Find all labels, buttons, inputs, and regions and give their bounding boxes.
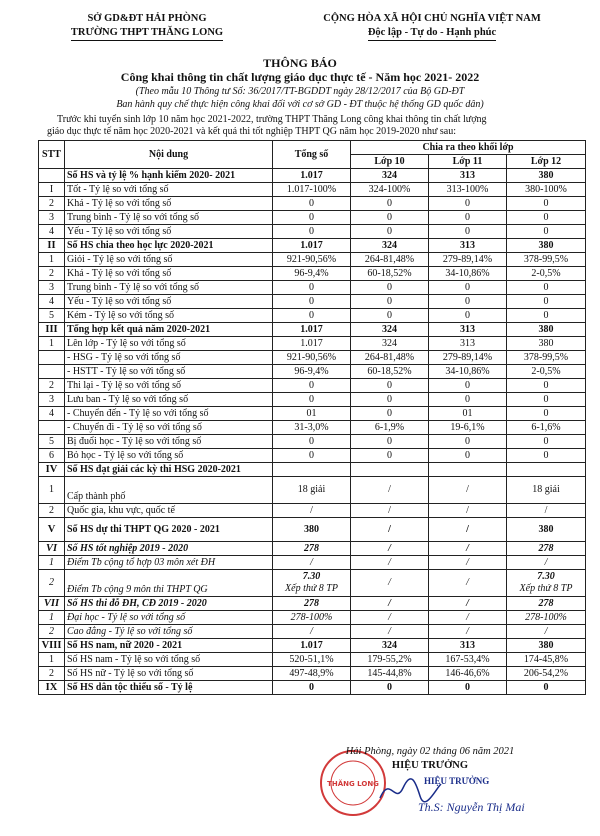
signature-title: HIỆU TRƯỞNG (391, 760, 469, 771)
country-name: CỘNG HÒA XÃ HỘI CHỦ NGHĨA VIỆT NAM (323, 13, 541, 24)
row-content: Kém - Tỷ lệ so với tổng số (65, 309, 273, 323)
row-stt: V (39, 518, 65, 542)
table-row (39, 267, 586, 281)
row-grade-10: / (351, 625, 429, 639)
row-grade-10: 324-100% (351, 183, 429, 197)
row-total: 96-9,4% (273, 365, 351, 379)
row-total: 1.017 (273, 639, 351, 653)
row-grade-11: 0 (429, 197, 507, 211)
row-content: Số HS dân tộc thiểu số - Tỷ lệ (65, 681, 273, 695)
row-stt: 3 (39, 281, 65, 295)
table-row (39, 253, 586, 267)
legal-note-1: (Theo mẫu 10 Thông tư Số: 36/2017/TT-BGDDT ngày 28/12/2017 của Bộ GD-ĐT (135, 86, 465, 97)
header-group: Chia ra theo khối lớp (351, 141, 586, 155)
row-grade-12: 0 (507, 295, 586, 309)
row-total: 520-51,1% (273, 653, 351, 667)
header-grade-10: Lớp 10 (351, 155, 429, 169)
row-grade-11: / (429, 518, 507, 542)
svg-text:THĂNG LONG: THĂNG LONG (327, 780, 379, 788)
row-content: Lên lớp - Tỷ lệ so với tổng số (65, 337, 273, 351)
row-total: / (273, 504, 351, 518)
table-row (39, 211, 586, 225)
row-content: Điểm Tb cộng tổ hợp 03 môn xét ĐH (65, 556, 273, 570)
row-total: 0 (273, 393, 351, 407)
row-content: Bị đuổi học - Tỷ lệ so với tổng số (65, 435, 273, 449)
row-total: 497-48,9% (273, 667, 351, 681)
row-grade-11: 0 (429, 393, 507, 407)
row-grade-12: 380 (507, 323, 586, 337)
header-content: Nội dung (65, 141, 273, 169)
header-stt: STT (39, 141, 65, 169)
row-content: Thi lại - Tỷ lệ so với tổng số (65, 379, 273, 393)
row-stt: III (39, 323, 65, 337)
row-grade-12: 380-100% (507, 183, 586, 197)
row-content: Yếu - Tỷ lệ so với tổng số (65, 225, 273, 239)
row-grade-10: 324 (351, 337, 429, 351)
row-total: 278 (273, 597, 351, 611)
row-stt: 1 (39, 477, 65, 504)
row-grade-10: 0 (351, 309, 429, 323)
row-grade-11: 0 (429, 211, 507, 225)
row-total (273, 463, 351, 477)
row-grade-12: / (507, 625, 586, 639)
table-row (39, 518, 586, 542)
row-stt (39, 169, 65, 183)
row-stt: 5 (39, 309, 65, 323)
row-grade-10: 0 (351, 435, 429, 449)
table-row (39, 365, 586, 379)
row-grade-12: 0 (507, 393, 586, 407)
row-grade-12: 18 giải (507, 477, 586, 504)
row-grade-11: / (429, 611, 507, 625)
row-total: 0 (273, 197, 351, 211)
row-content: Số HS nam - Tỷ lệ so với tổng số (65, 653, 273, 667)
row-stt: 1 (39, 611, 65, 625)
row-content: Số HS chia theo học lực 2020-2021 (65, 239, 273, 253)
row-grade-12: 174-45,8% (507, 653, 586, 667)
row-stt (39, 351, 65, 365)
row-grade-11: / (429, 556, 507, 570)
row-grade-10: 60-18,52% (351, 365, 429, 379)
table-row (39, 239, 586, 253)
table-row (39, 435, 586, 449)
row-total: 278 (273, 542, 351, 556)
row-grade-10: 0 (351, 681, 429, 695)
row-grade-12: / (507, 504, 586, 518)
row-grade-11: 0 (429, 309, 507, 323)
table-row (39, 295, 586, 309)
row-grade-10: 0 (351, 407, 429, 421)
row-grade-10: / (351, 556, 429, 570)
row-grade-11: 0 (429, 435, 507, 449)
row-grade-10: 0 (351, 379, 429, 393)
row-stt: 2 (39, 197, 65, 211)
row-content: Số HS dự thi THPT QG 2020 - 2021 (65, 518, 273, 542)
row-grade-11: / (429, 625, 507, 639)
row-stt: VII (39, 597, 65, 611)
row-grade-12: 380 (507, 639, 586, 653)
row-content: Số HS tốt nghiệp 2019 - 2020 (65, 542, 273, 556)
row-grade-11: 0 (429, 295, 507, 309)
table-row (39, 225, 586, 239)
row-grade-11: / (429, 597, 507, 611)
row-grade-11: 146-46,6% (429, 667, 507, 681)
row-grade-12: 0 (507, 379, 586, 393)
table-row (39, 183, 586, 197)
row-grade-10: 0 (351, 281, 429, 295)
row-grade-10: / (351, 597, 429, 611)
table-row (39, 393, 586, 407)
row-grade-11: 279-89,14% (429, 351, 507, 365)
table-row (39, 407, 586, 421)
row-grade-11: 19-6,1% (429, 421, 507, 435)
table-row (39, 681, 586, 695)
row-content: Khá - Tỷ lệ so với tổng số (65, 267, 273, 281)
table-row (39, 570, 586, 597)
row-total: 0 (273, 449, 351, 463)
table-row (39, 197, 586, 211)
national-motto-block (282, 12, 582, 41)
row-total: 921-90,56% (273, 351, 351, 365)
row-grade-12: / (507, 556, 586, 570)
row-grade-10: / (351, 518, 429, 542)
header-total: Tổng số (273, 141, 351, 169)
row-total: 0 (273, 281, 351, 295)
row-grade-10: 324 (351, 323, 429, 337)
row-content: Số HS nam, nữ 2020 - 2021 (65, 639, 273, 653)
row-stt: 3 (39, 393, 65, 407)
row-stt: 1 (39, 556, 65, 570)
row-stt: 2 (39, 625, 65, 639)
row-total: 0 (273, 211, 351, 225)
row-grade-10: 6-1,9% (351, 421, 429, 435)
row-total: 7.30 Xếp thứ 8 TP (273, 570, 351, 597)
row-stt: VI (39, 542, 65, 556)
row-total: 0 (273, 681, 351, 695)
row-content: - Chuyển đến - Tỷ lệ so với tổng số (65, 407, 273, 421)
row-grade-11: 167-53,4% (429, 653, 507, 667)
row-stt: 1 (39, 337, 65, 351)
document-title: THÔNG BÁO (263, 56, 337, 70)
row-grade-12: 0 (507, 407, 586, 421)
table-row (39, 351, 586, 365)
row-total: 1.017 (273, 323, 351, 337)
row-grade-10: 0 (351, 225, 429, 239)
row-total: / (273, 556, 351, 570)
row-grade-12: 378-99,5% (507, 253, 586, 267)
row-grade-11: 34-10,86% (429, 365, 507, 379)
motto: Độc lập - Tự do - Hạnh phúc (282, 26, 582, 41)
row-stt: 2 (39, 504, 65, 518)
table-row (39, 556, 586, 570)
header-grade-12: Lớp 12 (507, 155, 586, 169)
row-content: Lưu ban - Tỷ lệ so với tổng số (65, 393, 273, 407)
row-grade-12: 0 (507, 225, 586, 239)
legal-note-2: Ban hành quy chế thực hiện công khai đối với cơ sở GD - ĐT thuộc hệ thống GD quốc dân) (116, 99, 484, 110)
row-content: - HSG - Tỷ lệ so với tổng số (65, 351, 273, 365)
row-stt: 4 (39, 407, 65, 421)
row-grade-10: 324 (351, 169, 429, 183)
row-content: Tổng hợp kết quả năm 2020-2021 (65, 323, 273, 337)
table-row (39, 379, 586, 393)
row-grade-12: 0 (507, 681, 586, 695)
row-total: 380 (273, 518, 351, 542)
row-content: Số HS thi đỗ ĐH, CĐ 2019 - 2020 (65, 597, 273, 611)
row-stt: II (39, 239, 65, 253)
row-total: 01 (273, 407, 351, 421)
row-grade-11: / (429, 570, 507, 597)
row-grade-12: 206-54,2% (507, 667, 586, 681)
row-stt: 1 (39, 253, 65, 267)
row-grade-12: 0 (507, 309, 586, 323)
row-grade-10: / (351, 504, 429, 518)
row-grade-12: 2-0,5% (507, 365, 586, 379)
row-grade-12: 0 (507, 435, 586, 449)
signer-name: Th.S: Nguyễn Thị Mai (418, 800, 525, 814)
row-total: 278-100% (273, 611, 351, 625)
row-content: Số HS đạt giải các kỳ thi HSG 2020-2021 (65, 463, 273, 477)
row-stt: 2 (39, 379, 65, 393)
row-grade-12: 0 (507, 281, 586, 295)
issuer-block (52, 12, 242, 41)
department-name: SỞ GD&ĐT HẢI PHÒNG (87, 13, 207, 24)
row-content: - HSTT - Tỷ lệ so với tổng số (65, 365, 273, 379)
row-stt (39, 421, 65, 435)
row-stt: IX (39, 681, 65, 695)
row-content: Điểm Tb cộng 9 môn thi THPT QG (65, 570, 273, 597)
school-name: TRƯỜNG THPT THĂNG LONG (52, 26, 242, 41)
row-grade-12: 0 (507, 449, 586, 463)
row-stt: 1 (39, 653, 65, 667)
row-grade-11: / (429, 477, 507, 504)
row-total: 0 (273, 435, 351, 449)
row-grade-12: 7.30 Xếp thứ 8 TP (507, 570, 586, 597)
row-grade-11: 0 (429, 681, 507, 695)
row-grade-10: 324 (351, 639, 429, 653)
row-content: Tốt - Tỷ lệ so với tổng số (65, 183, 273, 197)
row-grade-11: 313-100% (429, 183, 507, 197)
table-row (39, 667, 586, 681)
row-content: Cấp thành phố (65, 477, 273, 504)
row-grade-12: 380 (507, 169, 586, 183)
row-content: Yếu - Tỷ lệ so với tổng số (65, 295, 273, 309)
header-grade-11: Lớp 11 (429, 155, 507, 169)
row-content: Trung bình - Tỷ lệ so với tổng số (65, 281, 273, 295)
row-total: 1.017 (273, 337, 351, 351)
row-grade-11: 313 (429, 323, 507, 337)
row-grade-10: 264-81,48% (351, 351, 429, 365)
table-row (39, 449, 586, 463)
row-grade-10: / (351, 477, 429, 504)
row-content: Cao đẳng - Tỷ lệ so với tổng số (65, 625, 273, 639)
row-stt: 2 (39, 267, 65, 281)
row-total: 0 (273, 295, 351, 309)
row-grade-10: 0 (351, 295, 429, 309)
row-stt: 4 (39, 295, 65, 309)
row-grade-12: 278 (507, 542, 586, 556)
signer-role: HIỆU TRƯỞNG (424, 776, 490, 786)
table-row (39, 611, 586, 625)
row-grade-10: 264-81,48% (351, 253, 429, 267)
row-total: 0 (273, 225, 351, 239)
row-grade-11: 313 (429, 337, 507, 351)
row-content: - Chuyển đi - Tỷ lệ so với tổng số (65, 421, 273, 435)
table-row (39, 597, 586, 611)
row-stt: 2 (39, 667, 65, 681)
row-stt: I (39, 183, 65, 197)
row-grade-12 (507, 463, 586, 477)
row-grade-10: 324 (351, 239, 429, 253)
row-grade-12: 380 (507, 337, 586, 351)
row-stt (39, 365, 65, 379)
row-total: 18 giải (273, 477, 351, 504)
row-stt: 2 (39, 570, 65, 597)
table-row (39, 542, 586, 556)
table-row (39, 309, 586, 323)
row-total: 921-90,56% (273, 253, 351, 267)
row-grade-12: 380 (507, 518, 586, 542)
row-content: Số HS nữ - Tỷ lệ so với tổng số (65, 667, 273, 681)
row-grade-10: / (351, 542, 429, 556)
row-stt: 5 (39, 435, 65, 449)
row-grade-10: 0 (351, 197, 429, 211)
row-grade-10: 0 (351, 393, 429, 407)
table-row (39, 421, 586, 435)
table-row (39, 323, 586, 337)
row-grade-11: 313 (429, 639, 507, 653)
row-grade-11: 313 (429, 169, 507, 183)
row-total: 1.017 (273, 169, 351, 183)
row-total: 1.017 (273, 239, 351, 253)
row-grade-10: 60-18,52% (351, 267, 429, 281)
table-body (39, 169, 586, 695)
row-grade-12: 378-99,5% (507, 351, 586, 365)
row-grade-11: 0 (429, 379, 507, 393)
row-grade-12: 380 (507, 239, 586, 253)
row-grade-10 (351, 463, 429, 477)
row-grade-10: 179-55,2% (351, 653, 429, 667)
row-grade-11: 0 (429, 449, 507, 463)
document-subtitle: Công khai thông tin chất lượng giáo dục thực tế - Năm học 2021- 2022 (120, 70, 480, 84)
table-row (39, 504, 586, 518)
quality-table (38, 140, 586, 695)
row-grade-10: 0 (351, 449, 429, 463)
row-grade-10: 145-44,8% (351, 667, 429, 681)
row-total: / (273, 625, 351, 639)
row-total: 96-9,4% (273, 267, 351, 281)
row-content: Đại học - Tỷ lệ so với tổng số (65, 611, 273, 625)
row-content: Khá - Tỷ lệ so với tổng số (65, 197, 273, 211)
row-grade-12: 0 (507, 197, 586, 211)
row-grade-11: 313 (429, 239, 507, 253)
row-grade-11: 34-10,86% (429, 267, 507, 281)
table-row (39, 653, 586, 667)
row-grade-10: / (351, 611, 429, 625)
intro-paragraph: Trước khi tuyển sinh lớp 10 năm học 2021-2022, trường THPT Thăng Long công khai thông tin chất lượng giáo dục thực tế năm học 2020-2021 và kết quả thi tốt nghiệp THPT QG năm học 2019-2020 như sau: (47, 114, 487, 137)
row-grade-10: / (351, 570, 429, 597)
row-stt: VIII (39, 639, 65, 653)
row-grade-11: / (429, 542, 507, 556)
row-grade-12: 6-1,6% (507, 421, 586, 435)
table-row (39, 463, 586, 477)
row-grade-12: 0 (507, 211, 586, 225)
row-stt: 4 (39, 225, 65, 239)
row-grade-10: 0 (351, 211, 429, 225)
row-total: 31-3,0% (273, 421, 351, 435)
row-grade-12: 2-0,5% (507, 267, 586, 281)
table-row (39, 639, 586, 653)
row-grade-11: 0 (429, 281, 507, 295)
table-row (39, 477, 586, 504)
row-total: 0 (273, 309, 351, 323)
row-grade-11: 279-89,14% (429, 253, 507, 267)
row-grade-11 (429, 463, 507, 477)
row-content: Trung bình - Tỷ lệ so với tổng số (65, 211, 273, 225)
row-content: Bỏ học - Tỷ lệ so với tổng số (65, 449, 273, 463)
row-total: 0 (273, 379, 351, 393)
table-row (39, 337, 586, 351)
row-grade-11: 01 (429, 407, 507, 421)
row-stt: 3 (39, 211, 65, 225)
row-content: Số HS và tỷ lệ % hạnh kiểm 2020- 2021 (65, 169, 273, 183)
row-stt: IV (39, 463, 65, 477)
row-content: Giỏi - Tỷ lệ so với tổng số (65, 253, 273, 267)
row-stt: 6 (39, 449, 65, 463)
signature-date: Hải Phòng, ngày 02 tháng 06 năm 2021 (345, 746, 515, 757)
row-grade-11: 0 (429, 225, 507, 239)
table-row (39, 625, 586, 639)
row-grade-12: 278-100% (507, 611, 586, 625)
row-grade-12: 278 (507, 597, 586, 611)
table-row (39, 281, 586, 295)
row-content: Quốc gia, khu vực, quốc tế (65, 504, 273, 518)
row-total: 1.017-100% (273, 183, 351, 197)
table-row (39, 169, 586, 183)
row-grade-11: / (429, 504, 507, 518)
